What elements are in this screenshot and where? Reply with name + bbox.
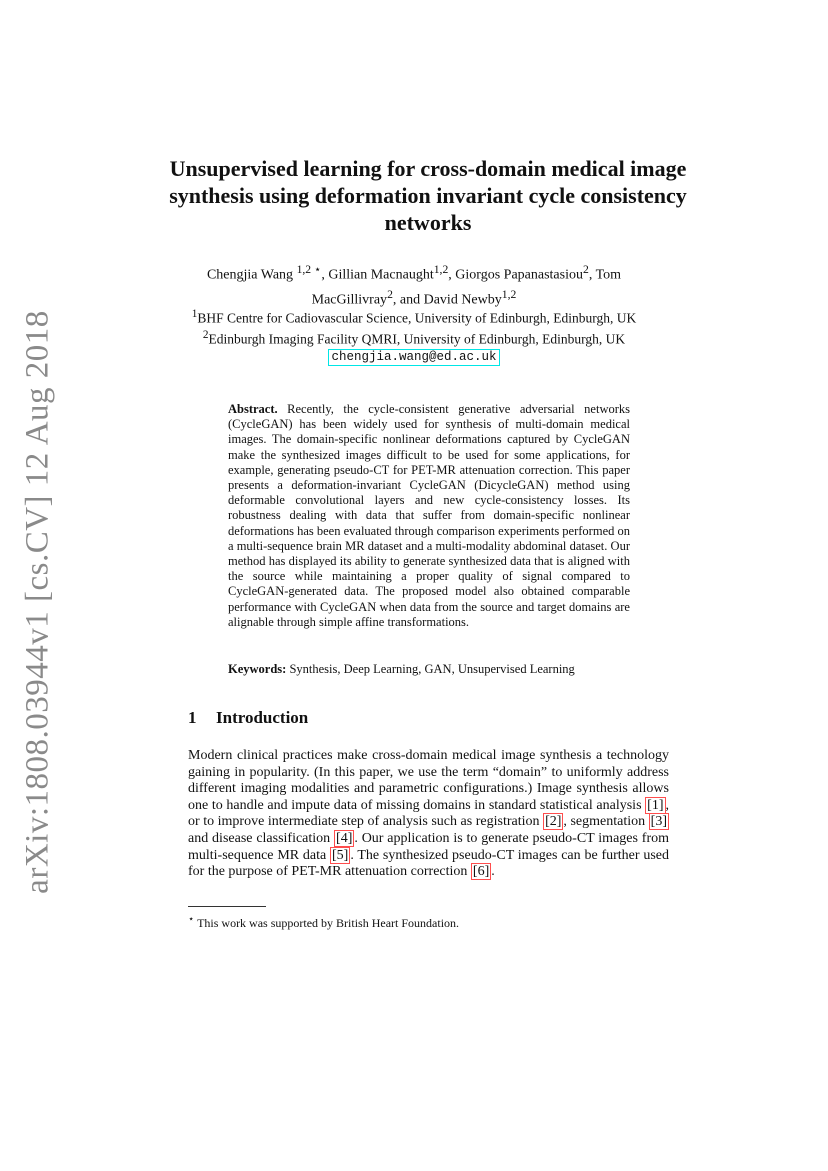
paper-title: Unsupervised learning for cross-domain medical image synthesis using deformation invariant cycle consistency networks: [169, 156, 687, 235]
footnote-mark: ⋆: [188, 914, 195, 925]
author-list: Chengjia Wang $^{1,2 ⋆}$, Gillian Macnaught$^{1,2}$, Giorgos Papanastasiou$^2$, Tom MacGillivray$^2$, and David Newby$^{1,2}$: [206, 263, 622, 308]
author-name: Tom MacGillivray: [311, 267, 622, 308]
affiliation-mark: 1: [191, 308, 198, 320]
affiliation-line: [170, 327, 658, 348]
abstract-label: Abstract.: [228, 402, 278, 416]
author-name: Giorgos Papanastasiou: [455, 267, 583, 283]
keywords: [228, 662, 630, 677]
footnote-rule: [188, 906, 266, 907]
section-heading: [188, 708, 308, 728]
introduction-paragraph: [188, 748, 669, 881]
citation-link[interactable]: [5]: [332, 847, 349, 863]
affiliations: [170, 306, 658, 366]
affiliation-text: Edinburgh Imaging Facility QMRI, University of Edinburgh, Edinburgh, UK: [208, 331, 626, 346]
author-affiliation-mark: 1,2: [501, 287, 517, 301]
author-affiliation-mark: 2: [582, 263, 589, 276]
citation-link[interactable]: [2]: [545, 814, 562, 830]
body-text-run: . The synthesized pseudo-CT images can be further used for the purpose of PET-MR attenuation correction: [188, 847, 669, 880]
author-name: Gillian Macnaught: [328, 267, 434, 283]
author-affiliation-mark: 2: [387, 287, 393, 301]
section-number: 1: [188, 708, 197, 727]
affiliation-line: [170, 306, 658, 327]
body-text-run: Modern clinical practices make cross-domain medical image synthesis a technology gaining in popularity. (In this paper, we use the term “domain” to uniformly address different imaging modalities and parametric configurations.) Image synthesis allows one to handle and impute data of missing domains in standard statistical analysis: [188, 748, 669, 813]
keywords-label: Keywords:: [228, 662, 287, 676]
author-name: David Newby: [423, 292, 502, 308]
author-name: Chengjia Wang: [206, 267, 294, 283]
affiliation-text: BHF Centre for Cadiovascular Science, University of Edinburgh, Edinburgh, UK: [197, 310, 637, 326]
body-text-run: . Our application is to generate pseudo-CT images from multi-sequence MR data: [188, 830, 670, 863]
section-title: Introduction: [216, 708, 309, 727]
body-text-run: and disease classification: [188, 830, 335, 846]
footnote: [188, 912, 459, 931]
footnote-text: This work was supported by British Heart Foundation.: [197, 916, 460, 930]
citation-link[interactable]: [4]: [336, 830, 353, 846]
body-text-run: , segmentation: [563, 814, 649, 830]
body-text-run: .: [491, 864, 495, 880]
abstract-text: Recently, the cycle-consistent generative adversarial networks (CycleGAN) has been widely used for synthesis of multi-domain medical images. The domain-specific nonlinear deformations captured by CycleGAN make the synthesized images difficult to be used for some applications, for example, generating pseudo-CT for PET-MR attenuation correction. This paper presents a deformation-invariant CycleGAN (DicycleGAN) method using deformable convolutional layers and new cycle-consistency losses. Its robustness dealing with data that suffer from domain-specific nonlinear deformations has been evaluated through comparison experiments performed on a multi-sequence brain MR dataset and a multi-modality abdominal dataset. Our method has displayed its ability to generate synthesized data that is aligned with the source while maintaining a proper quality of signal compared to CycleGAN-generated data. The proposed model also obtained comparable performance with CycleGAN when data from the source and target domains are alignable through simple affine transformations.: [228, 402, 631, 629]
arxiv-identifier-stamp: arXiv:1808.03944v1 [cs.CV] 12 Aug 2018: [19, 310, 56, 894]
citation-link[interactable]: [1]: [647, 797, 664, 813]
citation-link[interactable]: [3]: [650, 814, 667, 830]
body-text-run: , or to improve intermediate step of analysis such as registration: [188, 797, 669, 830]
author-affiliation-mark: 1,2: [433, 263, 449, 276]
email-link[interactable]: chengjia.wang@ed.ac.uk: [328, 349, 499, 366]
citation-link[interactable]: [6]: [472, 864, 490, 880]
keywords-text: Synthesis, Deep Learning, GAN, Unsupervised Learning: [289, 662, 575, 676]
affiliation-mark: 2: [202, 328, 209, 341]
abstract: [228, 402, 630, 630]
author-affiliation-mark: 1,2 ⋆: [296, 263, 322, 276]
